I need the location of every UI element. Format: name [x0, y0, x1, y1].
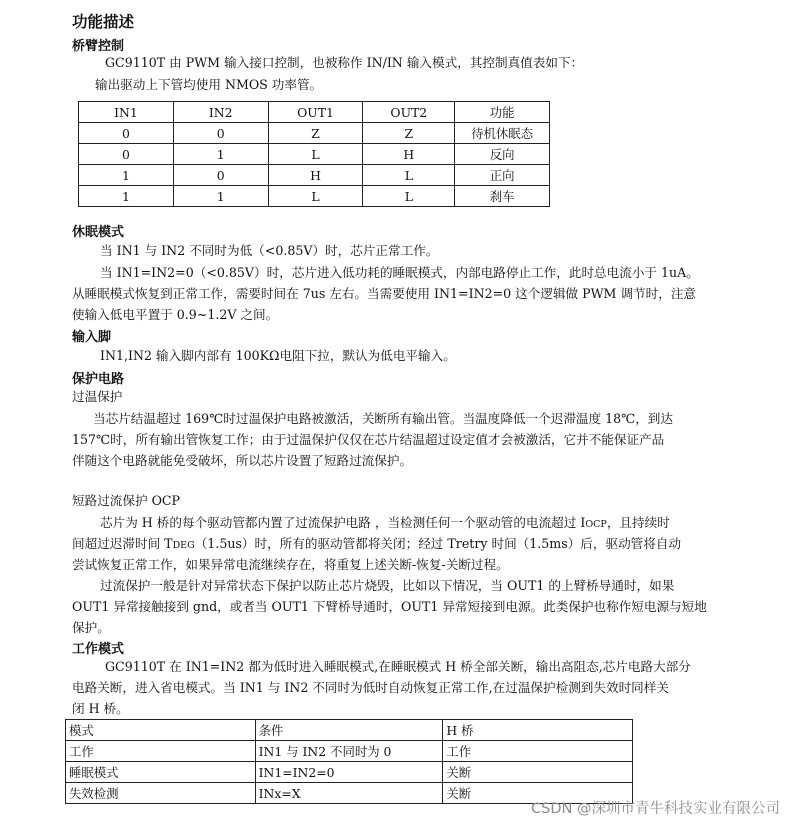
ocp-line	[72, 533, 681, 556]
ocp-line-text: ，且持续时	[606, 515, 670, 530]
table-cell: 1	[79, 165, 174, 186]
otp-line: 当芯片结温超过 169℃时过温保护电路被激活，关断所有输出管。当温度降低一个迟滞温度 18℃，到达	[93, 411, 673, 426]
work-mode-table	[65, 719, 633, 804]
watermark: CSDN @深圳市青牛科技实业有限公司	[531, 801, 780, 817]
table-cell: 睡眠模式	[66, 762, 256, 783]
sleep-line: 当 IN1 与 IN2 不同时为低（<0.85V）时，芯片正常工作。	[100, 243, 439, 258]
input-pin-line: IN1,IN2 输入脚内部有 100KΩ电阻下拉，默认为低电平输入。	[100, 348, 456, 363]
sleep-mode-heading: 休眠模式	[72, 225, 125, 240]
deg-subscript: DEG	[172, 540, 195, 551]
table-cell: 关断	[443, 762, 633, 783]
table-cell: 工作	[443, 741, 633, 762]
table-row	[79, 123, 550, 144]
ocp-line-text: （1.5us）时，所有的驱动管都将关闭；经过 Tretry 时间（1.5ms）后，驱动管将自动	[194, 536, 682, 551]
table-cell: 工作	[66, 741, 256, 762]
table-cell: 正向	[455, 165, 550, 186]
table-cell: 0	[173, 123, 268, 144]
ocp-line	[100, 512, 670, 535]
table-cell: 1	[173, 144, 268, 165]
header-cell: 条件	[255, 720, 443, 741]
table-row	[66, 762, 633, 783]
header-cell: H 桥	[443, 720, 633, 741]
table-cell: 失效检测	[66, 783, 256, 804]
table-cell: 刹车	[455, 186, 550, 207]
table-cell: 0	[173, 165, 268, 186]
table-row	[79, 144, 550, 165]
sleep-line: 当 IN1=IN2=0（<0.85V）时，芯片进入低功耗的睡眠模式，内部电路停止工作，此时总电流小于 1uA。	[100, 265, 699, 280]
table-row	[66, 741, 633, 762]
table-cell: 1	[173, 186, 268, 207]
header-cell: 模式	[66, 720, 256, 741]
ocp-subscript: OCP	[585, 519, 607, 530]
otp-line: 157℃时，所有输出管恢复工作；由于过温保护仅仅在芯片结温超过设定值才会被激活，它并不能保证产品	[72, 432, 665, 447]
table-cell: IN1=IN2=0	[255, 762, 443, 783]
table-cell: 0	[79, 144, 174, 165]
bridge-nmos-line: 输出驱动上下管均使用 NMOS 功率管。	[95, 77, 323, 92]
work-line: 闭 H 桥。	[72, 701, 129, 716]
header-cell: OUT1	[268, 102, 363, 123]
table-cell: L	[363, 165, 455, 186]
bridge-intro-line: GC9110T 由 PWM 输入接口控制，也被称作 IN/IN 输入模式，其控制真值表如下：	[105, 55, 584, 70]
bridge-control-heading: 桥臂控制	[72, 39, 125, 54]
otp-title: 过温保护	[72, 389, 123, 404]
table-cell: L	[268, 144, 363, 165]
ocp-line: 过流保护一般是针对异常状态下保护以防止芯片烧毁，比如以下情况，当 OUT1 的上臂桥导通时，如果	[100, 578, 675, 593]
sleep-line: 从睡眠模式恢复到正常工作，需要时间在 7us 左右。当需要使用 IN1=IN2=0 这个逻辑做 PWM 调节时，注意	[72, 286, 697, 301]
truth-table-header	[79, 102, 550, 123]
table-row	[79, 165, 550, 186]
ocp-line: 保护。	[72, 620, 110, 635]
table-cell: IN1 与 IN2 不同时为 0	[255, 741, 443, 762]
ocp-title: 短路过流保护 OCP	[72, 493, 181, 508]
work-table-header	[66, 720, 633, 741]
header-cell: IN1	[79, 102, 174, 123]
input-pin-heading: 输入脚	[72, 330, 112, 345]
table-cell: Z	[268, 123, 363, 144]
protection-heading: 保护电路	[72, 372, 125, 387]
truth-table	[78, 101, 550, 207]
header-cell: IN2	[173, 102, 268, 123]
table-row	[79, 186, 550, 207]
work-mode-heading: 工作模式	[72, 642, 125, 657]
table-cell: H	[268, 165, 363, 186]
table-cell: INx=X	[255, 783, 443, 804]
ocp-line-text: 芯片为 H 桥的每个驱动管都内置了过流保护电路 ，当检测任何一个驱动管的电流超过 I	[100, 515, 586, 530]
header-cell: OUT2	[363, 102, 455, 123]
header-cell: 功能	[455, 102, 550, 123]
table-cell: 关断	[443, 783, 633, 804]
sleep-line: 使输入低电平置于 0.9~1.2V 之间。	[72, 307, 279, 322]
ocp-line-text: 间超过迟滞时间 T	[72, 536, 173, 551]
ocp-line: OUT1 异常接触接到 gnd，或者当 OUT1 下臂桥导通时，OUT1 异常短接到电源。此类保护也称作短电源与短地	[72, 599, 707, 614]
table-cell: 待机休眠态	[455, 123, 550, 144]
work-line: 电路关断，进入省电模式。当 IN1 与 IN2 不同时为低时自动恢复正常工作,在过温保护检测到失效时同样关	[72, 680, 669, 695]
table-cell: Z	[363, 123, 455, 144]
table-cell: 1	[79, 186, 174, 207]
ocp-line: 尝试恢复正常工作，如果异常电流继续存在，将重复上述关断-恢复-关断过程。	[72, 557, 509, 572]
table-cell: L	[363, 186, 455, 207]
otp-line: 伴随这个电路就能免受破坏，所以芯片设置了短路过流保护。	[72, 453, 413, 468]
table-cell: 反向	[455, 144, 550, 165]
table-cell: 0	[79, 123, 174, 144]
table-cell: L	[268, 186, 363, 207]
work-line: GC9110T 在 IN1=IN2 都为低时进入睡眠模式,在睡眠模式 H 桥全部关断，输出高阻态,芯片电路大部分	[105, 659, 691, 674]
table-cell: H	[363, 144, 455, 165]
section-title: 功能描述	[72, 13, 135, 31]
